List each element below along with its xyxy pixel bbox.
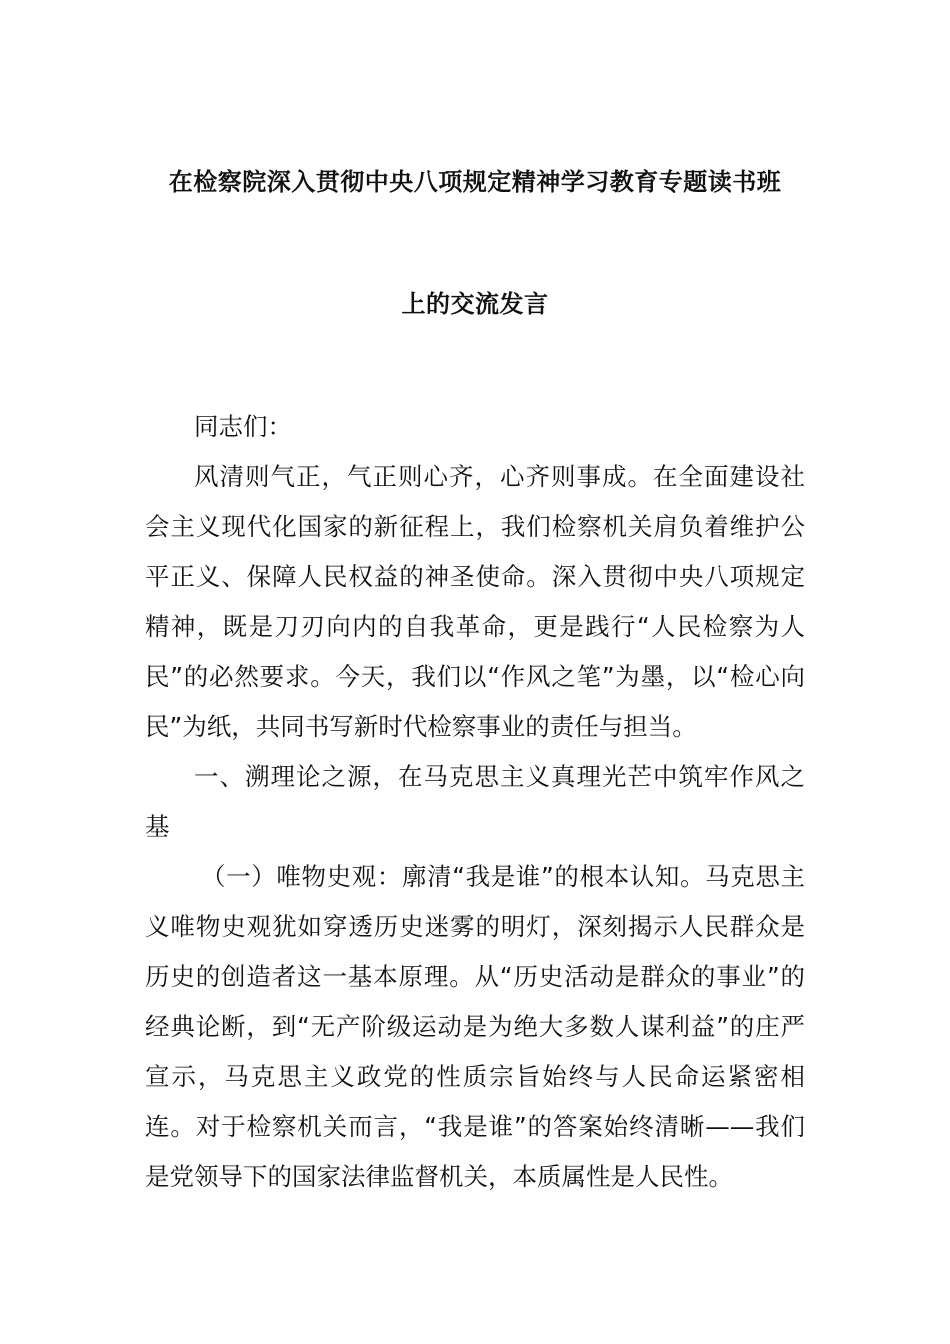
subsection-1-paragraph: （一）唯物史观：廓清“我是谁”的根本认知。马克思主义唯物史观犹如穿透历史迷雾的明灯，深刻揭示人民群众是历史的创造者这一基本原理。从“历史活动是群众的事业”的经典论断，到“无产阶级运动是为绝大多数人谋利益”的庄严宣示，马克思主义政党的性质宗旨始终与人民命运紧密相连。对于检察机关而言，“我是谁”的答案始终清晰——我们是党领导下的国家法律监督机关，本质属性是人民性。 [145, 862, 805, 1191]
document-body [145, 402, 805, 1202]
salutation: 同志们： [194, 412, 292, 441]
document-title-line-2: 上的交流发言 [401, 290, 549, 318]
section-heading-1: 一、溯理论之源，在马克思主义真理光芒中筑牢作风之基 [145, 762, 805, 841]
document-title-line-1: 在检察院深入贯彻中央八项规定精神学习教育专题读书班 [168, 168, 782, 196]
paragraph-intro: 风清则气正，气正则心齐，心齐则事成。在全面建设社会主义现代化国家的新征程上，我们检察机关肩负着维护公平正义、保障人民权益的神圣使命。深入贯彻中央八项规定精神，既是刀刃向内的自我革命，更是践行“人民检察为人民”的必然要求。今天，我们以“作风之笔”为墨，以“检心向民”为纸，共同书写新时代检察事业的责任与担当。 [145, 462, 805, 741]
